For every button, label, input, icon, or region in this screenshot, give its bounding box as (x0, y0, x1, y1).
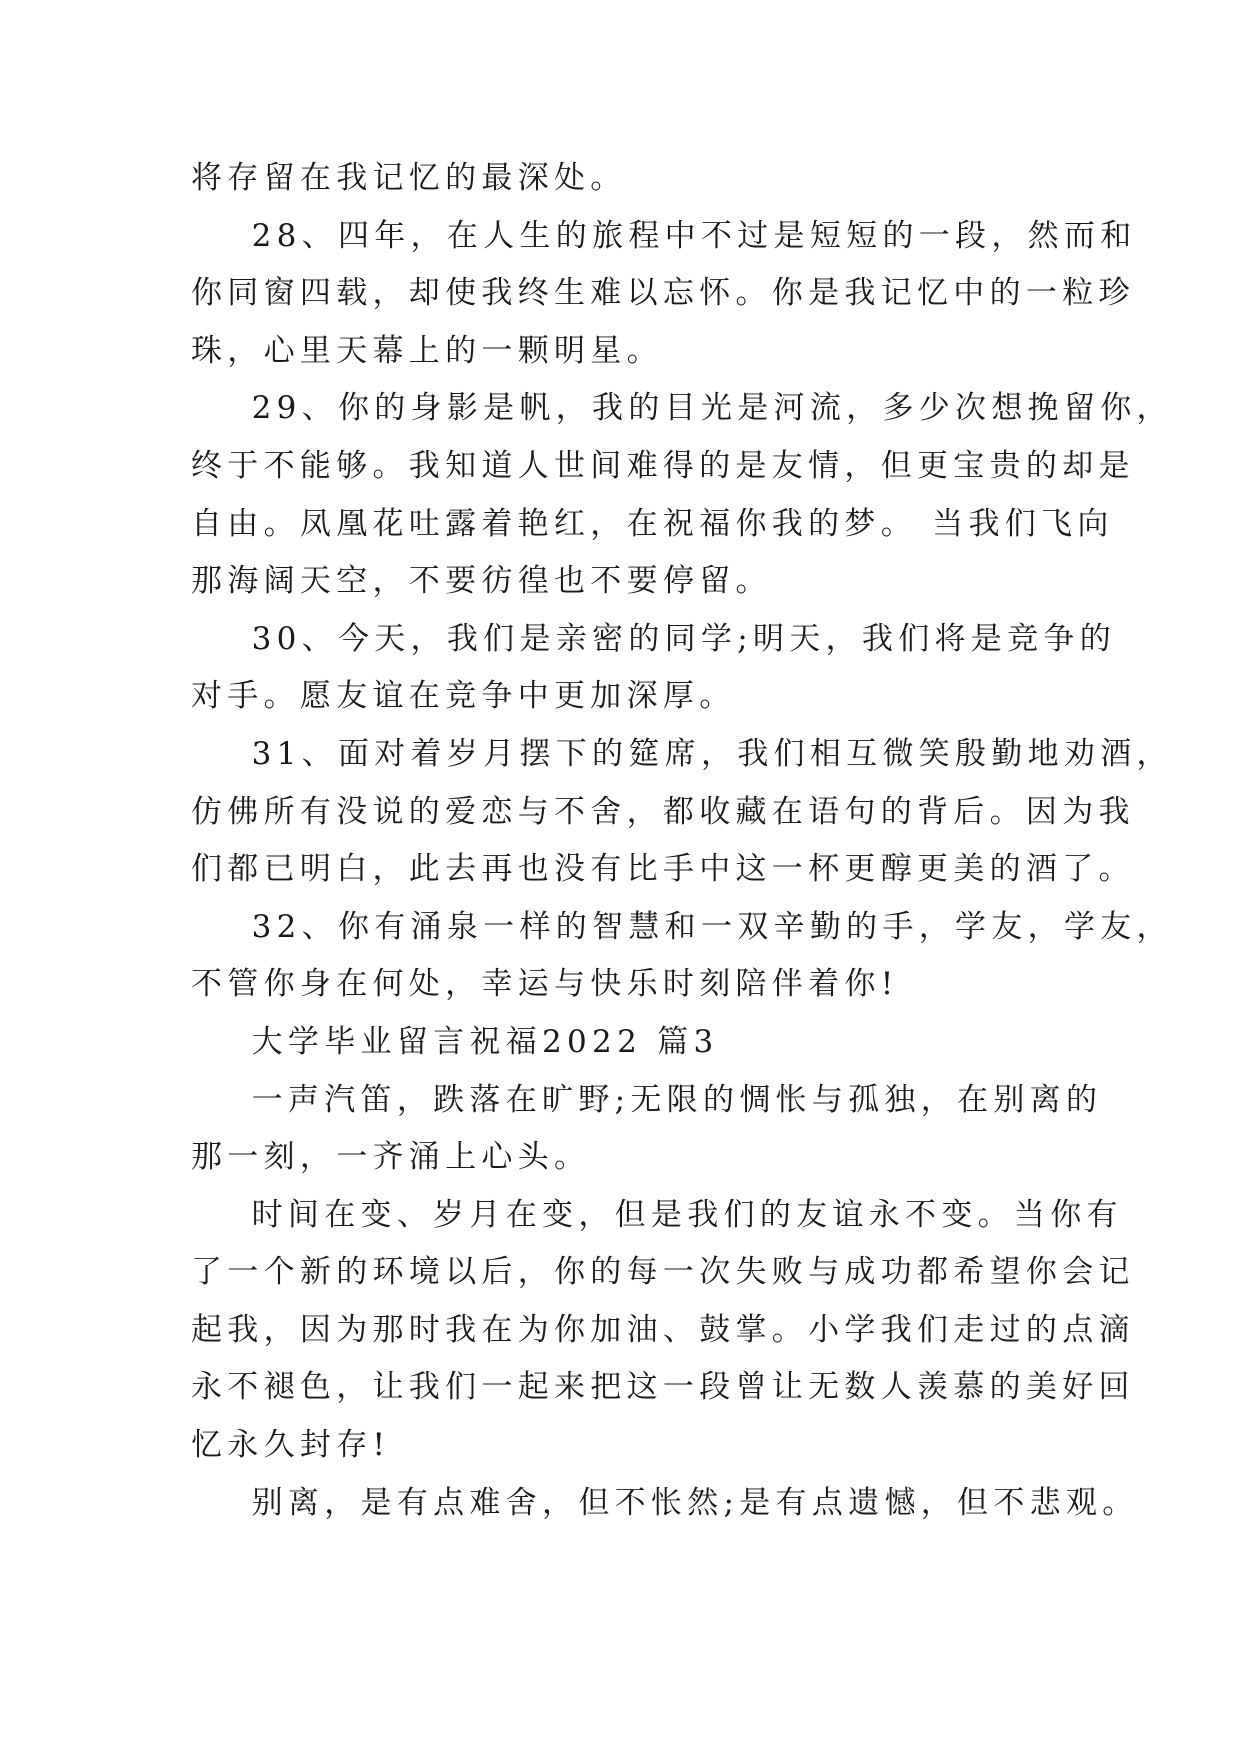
text-line: 不管你身在何处，幸运与快乐时刻陪伴着你! (191, 966, 899, 1003)
text-line: 起我，因为那时我在为你加油、鼓掌。小学我们走过的点滴 (191, 1311, 1135, 1348)
document-page (191, 150, 1173, 1532)
text-line: 31、面对着岁月摆下的筵席，我们相互微笑殷勤地劝酒， (191, 735, 1173, 772)
text-line: 时间在变、岁月在变，但是我们的友谊永不变。当你有 (191, 1196, 1123, 1233)
text-line: 你同窗四载，却使我终生难以忘怀。你是我记忆中的一粒珍 (191, 275, 1135, 312)
text-line: 终于不能够。我知道人世间难得的是友情，但更宝贵的却是 (191, 447, 1135, 484)
text-line: 们都已明白，此去再也没有比手中这一杯更醇更美的酒了。 (191, 851, 1135, 888)
text-line: 那一刻，一齐涌上心头。 (191, 1139, 591, 1176)
text-line: 32、你有涌泉一样的智慧和一双辛勤的手，学友，学友， (191, 908, 1173, 945)
text-line: 仿佛所有没说的爱恋与不舍，都收藏在语句的背后。因为我 (191, 793, 1135, 830)
text-line: 将存留在我记忆的最深处。 (191, 160, 627, 196)
section-heading: 大学毕业留言祝福2022 篇3 (191, 1023, 719, 1060)
text-line: 忆永久封存! (191, 1427, 391, 1464)
text-line: 28、四年，在人生的旅程中不过是短短的一段，然而和 (191, 217, 1137, 254)
text-line: 一声汽笛，跌落在旷野;无限的惆怅与孤独，在别离的 (191, 1081, 1103, 1118)
text-line: 那海阔天空，不要彷徨也不要停留。 (191, 563, 772, 600)
text-line: 自由。凤凰花吐露着艳红，在祝福你我的梦。 当我们飞向 (191, 505, 1114, 542)
text-line: 29、你的身影是帆，我的目光是河流，多少次想挽留你， (191, 390, 1173, 427)
text-line: 对手。愿友谊在竞争中更加深厚。 (191, 678, 736, 715)
text-line: 30、今天，我们是亲密的同学;明天，我们将是竞争的 (191, 620, 1117, 657)
text-line: 永不褪色，让我们一起来把这一段曾让无数人羡慕的美好回 (191, 1369, 1135, 1406)
text-line: 了一个新的环境以后，你的每一次失败与成功都希望你会记 (191, 1254, 1135, 1291)
text-line: 别离，是有点难舍，但不怅然;是有点遗憾，但不悲观。 (191, 1484, 1139, 1521)
text-line: 珠，心里天幕上的一颗明星。 (191, 332, 663, 369)
